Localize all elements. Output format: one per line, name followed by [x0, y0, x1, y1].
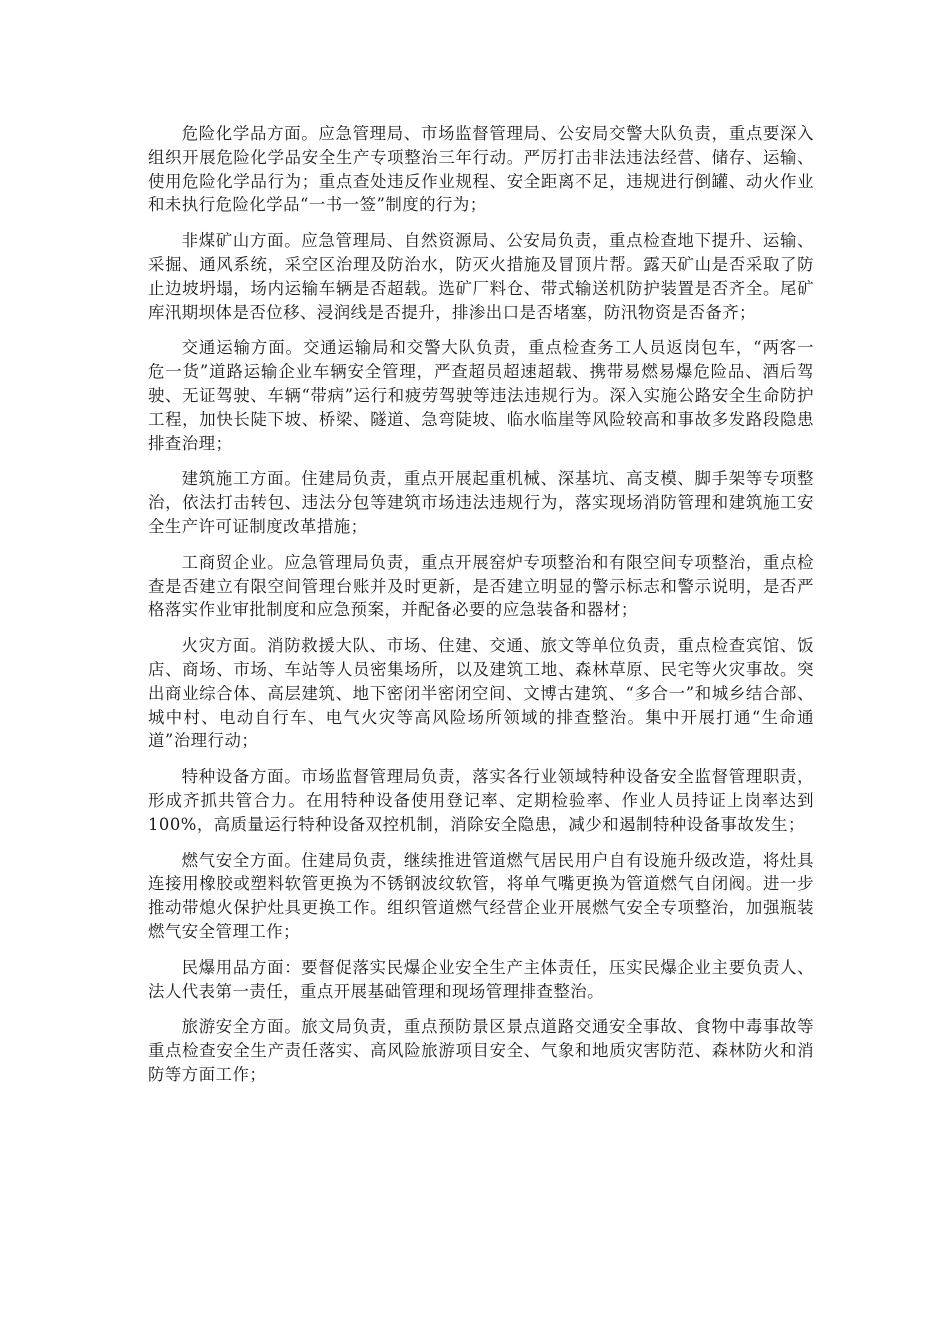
paragraph-non-coal-mines: 非煤矿山方面。应急管理局、自然资源局、公安局负责，重点检查地下提升、运输、采掘、通风系统，采空区治理及防治水，防灭火措施及冒顶片帮。露天矿山是否采取了防止边坡坍塌，场内运输车辆是否超载。选矿厂料仓、带式输送机防护装置是否齐全。尾矿库汛期坝体是否位移、浸润线是否提升，排渗出口是否堵塞，防汛物资是否备齐；	[148, 231, 814, 322]
paragraph-special-equipment: 特种设备方面。市场监督管理局负责，落实各行业领域特种设备安全监督管理职责，形成齐抓共管合力。在用特种设备使用登记率、定期检验率、作业人员持证上岗率达到100%，高质量运行特种设备双控机制，消除安全隐患，减少和遏制特种设备事故发生；	[148, 767, 814, 834]
document-body	[148, 122, 814, 1099]
paragraph-explosives: 民爆用品方面：要督促落实民爆企业安全生产主体责任，压实民爆企业主要负责人、法人代表第一责任，重点开展基础管理和现场管理排查整治。	[148, 957, 814, 1001]
paragraph-tourism-safety: 旅游安全方面。旅文局负责，重点预防景区景点道路交通安全事故、食物中毒事故等重点检查安全生产责任落实、高风险旅游项目安全、气象和地质灾害防范、森林防火和消防等方面工作；	[148, 1017, 814, 1084]
paragraph-fire: 火灾方面。消防救援大队、市场、住建、交通、旅文等单位负责，重点检查宾馆、饭店、商场、市场、车站等人员密集场所，以及建筑工地、森林草原、民宅等火灾事故。突出商业综合体、高层建筑、地下密闭半密闭空间、文博古建筑、“多合一”和城乡结合部、城中村、电动自行车、电气火灾等高风险场所领域的排查整治。集中开展打通“生命通道”治理行动；	[148, 636, 814, 751]
paragraph-industry-trade: 工商贸企业。应急管理局负责，重点开展窑炉专项整治和有限空间专项整治，重点检查是否建立有限空间管理台账并及时更新，是否建立明显的警示标志和警示说明，是否严格落实作业审批制度和应急预案，并配备必要的应急装备和器材；	[148, 552, 814, 620]
paragraph-construction: 建筑施工方面。住建局负责，重点开展起重机械、深基坑、高支模、脚手架等专项整治，依法打击转包、违法分包等建筑市场违法违规行为，落实现场消防管理和建筑施工安全生产许可证制度改革措施；	[148, 469, 814, 536]
paragraph-transportation: 交通运输方面。交通运输局和交警大队负责，重点检查务工人员返岗包车，“两客一危一货”道路运输企业车辆安全管理，严查超员超速超载、携带易燃易爆危险品、酒后驾驶、无证驾驶、车辆“带病”运行和疲劳驾驶等违法违规行为。深入实施公路安全生命防护工程，加快长陡下坡、桥梁、隧道、急弯陡坡、临水临崖等风险较高和事故多发路段隐患排查治理；	[148, 338, 814, 453]
paragraph-gas-safety: 燃气安全方面。住建局负责，继续推进管道燃气居民用户自有设施升级改造，将灶具连接用橡胶或塑料软管更换为不锈钢波纹软管，将单气嘴更换为管道燃气自闭阀。进一步推动带熄火保护灶具更换工作。组织管道燃气经营企业开展燃气安全专项整治，加强瓶装燃气安全管理工作；	[148, 850, 814, 941]
paragraph-hazardous-chemicals: 危险化学品方面。应急管理局、市场监督管理局、公安局交警大队负责，重点要深入组织开展危险化学品安全生产专项整治三年行动。严厉打击非法违法经营、储存、运输、使用危险化学品行为；重点查处违反作业规程、安全距离不足，违规进行倒罐、动火作业和未执行危险化学品“一书一签”制度的行为；	[148, 124, 814, 215]
